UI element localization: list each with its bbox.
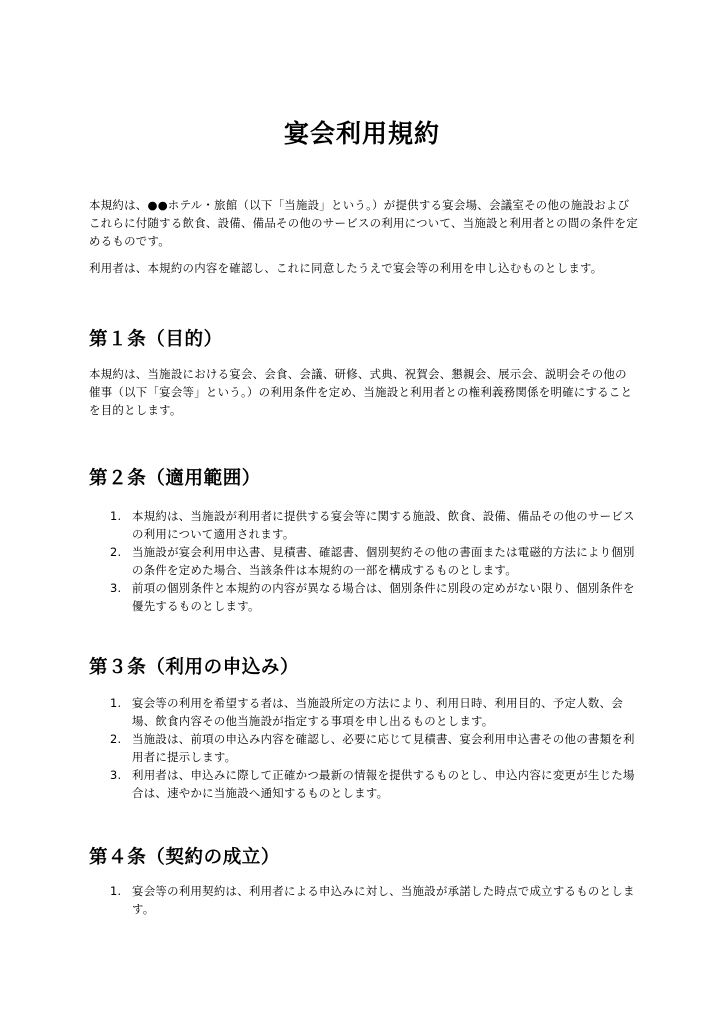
list-item-text: 当施設が宴会利用申込書、見積書、確認書、個別契約その他の書面または電磁的方法により個別の条件を定めた場合、当該条件は本規約の一部を構成するものとします。: [132, 545, 635, 577]
list-item-text: 宴会等の利用契約は、利用者による申込みに対し、当施設が承諾した時点で成立するものとします。: [132, 884, 635, 916]
article-2-list: [89, 507, 638, 615]
list-item-text: 宴会等の利用を希望する者は、当施設所定の方法により、利用日時、利用目的、予定人数、会場、飲食内容その他当施設が指定する事項を申し出るものとします。: [132, 696, 624, 728]
list-item-text: 利用者は、申込みに際して正確かつ最新の情報を提供するものとし、申込内容に変更が生じた場合は、速やかに当施設へ通知するものとします。: [132, 768, 635, 800]
list-item: [89, 694, 638, 730]
article-4-list: [89, 882, 638, 918]
intro-paragraph-1: 本規約は、●●ホテル・旅館（以下「当施設」という。）が提供する宴会場、会議室その他の施設およびこれらに付随する飲食、設備、備品その他のサービスの利用について、当施設と利用者との間の条件を定めるものです。: [89, 198, 639, 248]
list-item-text: 前項の個別条件と本規約の内容が異なる場合は、個別条件に別段の定めがない限り、個別条件を優先するものとします。: [132, 581, 635, 613]
list-item: [89, 730, 638, 766]
list-item: [89, 766, 638, 802]
article-4-heading: 第４条（契約の成立）: [89, 847, 281, 868]
list-item-text: 当施設は、前項の申込み内容を確認し、必要に応じて見積書、宴会利用申込書その他の書類を利用者に提示します。: [132, 732, 635, 764]
list-item-number: 1.: [110, 509, 122, 523]
intro-paragraph-2: 利用者は、本規約の内容を確認し、これに同意したうえで宴会等の利用を申し込むものとします。: [89, 261, 603, 275]
list-item: [89, 579, 638, 615]
list-item-number: 1.: [110, 696, 122, 710]
list-item-number: 2.: [110, 545, 122, 559]
list-item: [89, 882, 638, 918]
list-item: [89, 543, 638, 579]
document-title: 宴会利用規約: [283, 119, 440, 148]
list-item-number: 3.: [110, 581, 122, 595]
article-1-body: 本規約は、当施設における宴会、会食、会議、研修、式典、祝賀会、懇親会、展示会、説明会その他の催事（以下「宴会等」という。）の利用条件を定め、当施設と利用者との権利義務関係を明確にすることを目的とします。: [89, 367, 633, 417]
list-item-number: 3.: [110, 768, 122, 782]
article-3-heading: 第３条（利用の申込み）: [89, 657, 300, 678]
list-item-number: 1.: [110, 884, 122, 898]
list-item: [89, 507, 638, 543]
list-item-number: 2.: [110, 732, 122, 746]
article-2-heading: 第２条（適用範囲）: [89, 468, 261, 489]
article-1-heading: 第１条（目的）: [89, 329, 223, 350]
article-3-list: [89, 694, 638, 802]
list-item-text: 本規約は、当施設が利用者に提供する宴会等に関する施設、飲食、設備、備品その他のサービスの利用について適用されます。: [132, 509, 635, 541]
